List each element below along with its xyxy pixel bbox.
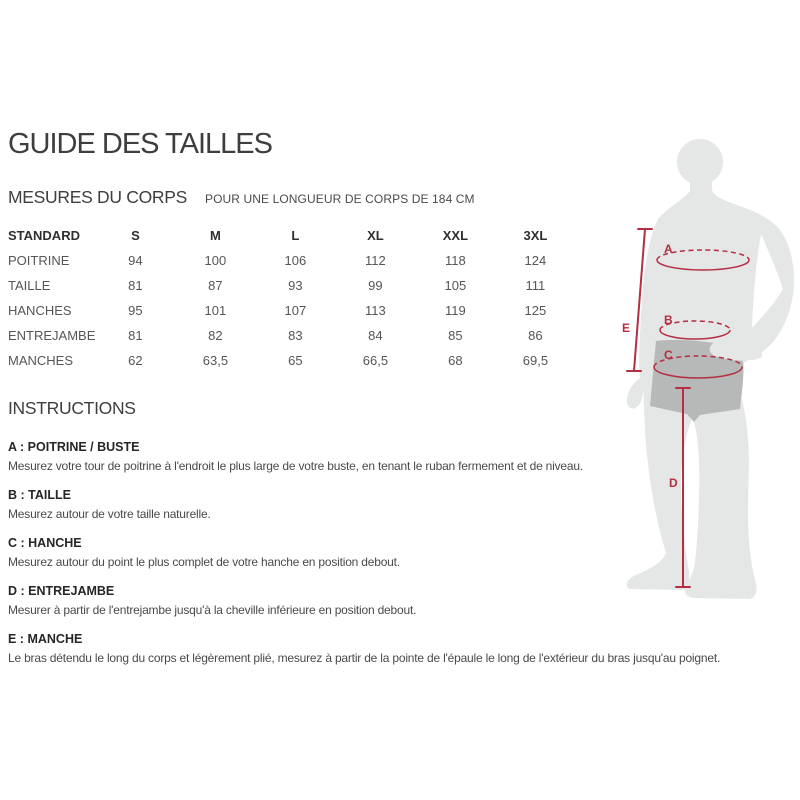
cell-value: 63,5 bbox=[202, 353, 229, 368]
row-label: POITRINE bbox=[8, 253, 70, 268]
cell-value: 106 bbox=[284, 253, 307, 268]
cell-value: 118 bbox=[445, 253, 466, 268]
instruction-text: Mesurez autour du point le plus complet de votre hanche en position debout. bbox=[8, 555, 400, 569]
measurements-heading: MESURES DU CORPS bbox=[8, 187, 187, 207]
instruction-text: Mesurez autour de votre taille naturelle. bbox=[8, 507, 211, 521]
instruction-item bbox=[8, 630, 800, 668]
row-label: ENTREJAMBE bbox=[8, 328, 96, 343]
cell-value: 62 bbox=[128, 353, 143, 368]
label-B: B bbox=[664, 313, 673, 327]
cell-value: 69,5 bbox=[522, 353, 549, 368]
cell-value: 112 bbox=[365, 253, 386, 268]
cell-value: 107 bbox=[284, 303, 307, 318]
instruction-title: E : MANCHE bbox=[8, 632, 83, 646]
cell-value: 81 bbox=[128, 328, 143, 343]
table-header-row bbox=[8, 222, 575, 248]
cell-value: 81 bbox=[128, 278, 143, 293]
row-label: HANCHES bbox=[8, 303, 72, 318]
instruction-title: B : TAILLE bbox=[8, 488, 71, 502]
cell-value: 87 bbox=[208, 278, 223, 293]
label-E: E bbox=[622, 321, 631, 335]
instruction-text: Le bras détendu le long du corps et légèrement plié, mesurez à partir de la pointe de l'épaule le long de l'extérieur du bras jusqu'au poignet. bbox=[8, 651, 721, 665]
cell-value: 100 bbox=[204, 253, 227, 268]
size-table bbox=[8, 222, 575, 373]
cell-value: 105 bbox=[444, 278, 467, 293]
table-header-cell: STANDARD bbox=[8, 227, 80, 243]
cell-value: 119 bbox=[445, 303, 466, 318]
cell-value: 86 bbox=[528, 328, 543, 343]
label-C: C bbox=[664, 348, 673, 362]
label-A: A bbox=[664, 242, 673, 256]
cell-value: 66,5 bbox=[362, 353, 389, 368]
page-title: GUIDE DES TAILLES bbox=[8, 128, 272, 160]
cell-value: 93 bbox=[288, 278, 303, 293]
table-header-cell: 3XL bbox=[523, 227, 548, 243]
cell-value: 82 bbox=[208, 328, 223, 343]
measurements-section-header bbox=[8, 187, 608, 211]
table-header-cell: S bbox=[131, 227, 140, 243]
cell-value: 84 bbox=[368, 328, 383, 343]
table-header-cell: L bbox=[291, 227, 300, 243]
table-row bbox=[8, 348, 575, 373]
cell-value: 65 bbox=[288, 353, 303, 368]
cell-value: 101 bbox=[204, 303, 227, 318]
table-row bbox=[8, 248, 575, 273]
instructions-heading: INSTRUCTIONS bbox=[8, 398, 136, 418]
row-label: TAILLE bbox=[8, 278, 51, 293]
instruction-text: Mesurez votre tour de poitrine à l'endroit le plus large de votre buste, en tenant le ruban fermement et de niveau. bbox=[8, 459, 583, 473]
table-header-cell: XXL bbox=[442, 227, 469, 243]
cell-value: 83 bbox=[288, 328, 303, 343]
label-D: D bbox=[669, 476, 678, 490]
instruction-title: D : ENTREJAMBE bbox=[8, 584, 115, 598]
instruction-text: Mesurer à partir de l'entrejambe jusqu'à la cheville inférieure en position debout. bbox=[8, 603, 417, 617]
table-header-cell: M bbox=[209, 227, 221, 243]
cell-value: 85 bbox=[448, 328, 463, 343]
cell-value: 124 bbox=[524, 253, 547, 268]
instruction-title: C : HANCHE bbox=[8, 536, 82, 550]
cell-value: 111 bbox=[525, 278, 546, 293]
row-label: MANCHES bbox=[8, 353, 74, 368]
table-row bbox=[8, 298, 575, 323]
table-row bbox=[8, 323, 575, 348]
cell-value: 68 bbox=[448, 353, 463, 368]
cell-value: 95 bbox=[128, 303, 143, 318]
body-measurement-figure bbox=[610, 135, 800, 615]
measurements-subtitle: POUR UNE LONGUEUR DE CORPS DE 184 CM bbox=[205, 192, 475, 206]
table-row bbox=[8, 273, 575, 298]
cell-value: 113 bbox=[365, 303, 386, 318]
table-header-cell: XL bbox=[367, 227, 384, 243]
instruction-title: A : POITRINE / BUSTE bbox=[8, 440, 140, 454]
cell-value: 125 bbox=[524, 303, 547, 318]
cell-value: 99 bbox=[368, 278, 383, 293]
cell-value: 94 bbox=[128, 253, 143, 268]
man-silhouette-illustration bbox=[627, 139, 794, 599]
